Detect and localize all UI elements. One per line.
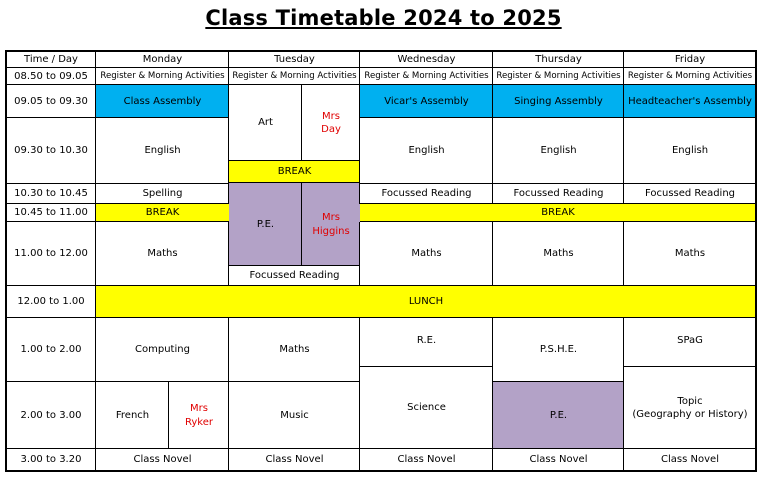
time-cell [6, 286, 96, 318]
class-assembly-label: Class Assembly [123, 95, 202, 107]
grid-line [6, 381, 360, 382]
header-wednesday [360, 51, 493, 68]
wed-fri-break-cell [360, 204, 756, 222]
wednesday-reading-cell [360, 184, 493, 204]
grid-line [6, 117, 229, 118]
wednesday-register-cell [360, 68, 493, 85]
grid-line [168, 382, 169, 449]
grid-line [5, 50, 757, 52]
thursday-assembly-cell [493, 85, 624, 118]
wed-fri-break-label: BREAK [541, 207, 575, 219]
monday-french-teacher-cell [169, 382, 229, 449]
time-cell [6, 382, 96, 449]
class-novel-label: Class Novel [265, 454, 324, 466]
maths-label: Maths [279, 344, 310, 356]
thursday-pe-cell [493, 382, 624, 449]
friday-label: Friday [674, 53, 706, 65]
grid-line [301, 85, 302, 161]
grid-line [623, 51, 624, 204]
time-label: 10.30 to 10.45 [14, 188, 88, 200]
vicars-assembly-label: Vicar's Assembly [384, 95, 469, 107]
monday-label: Monday [142, 53, 183, 65]
french-label: French [115, 409, 150, 421]
thursday-english-cell [493, 118, 624, 184]
monday-break-cell [96, 204, 229, 222]
english-label: English [408, 145, 445, 157]
grid-line [6, 285, 756, 286]
class-novel-label: Class Novel [397, 454, 456, 466]
wednesday-english-cell [360, 118, 493, 184]
topic-label: Topic (Geography or History) [632, 395, 748, 420]
french-teacher-label: Mrs Ryker [184, 403, 214, 428]
thursday-register-cell [493, 68, 624, 85]
register-label: Register & Morning Activities [496, 70, 621, 81]
time-cell [6, 449, 96, 471]
friday-assembly-cell [624, 85, 756, 118]
class-novel-label: Class Novel [133, 454, 192, 466]
grid-line [360, 183, 756, 184]
maths-label: Maths [411, 248, 442, 260]
tuesday-art-cell [229, 85, 302, 161]
time-label: 2.00 to 3.00 [20, 409, 82, 421]
class-novel-label: Class Novel [529, 454, 588, 466]
monday-computing-cell [96, 318, 229, 382]
register-label: Register & Morning Activities [232, 70, 357, 81]
focussed-reading-label: Focussed Reading [249, 270, 340, 282]
grid-line [6, 84, 756, 85]
monday-novel-cell [96, 449, 229, 471]
grid-line [623, 222, 624, 286]
class-novel-label: Class Novel [661, 454, 719, 466]
time-cell [6, 85, 96, 118]
time-cell [6, 184, 96, 204]
spag-label: SPaG [677, 335, 703, 346]
friday-reading-cell [624, 184, 756, 204]
grid-line [228, 222, 229, 286]
time-label: 12.00 to 1.00 [17, 296, 85, 308]
tuesday-break-cell [229, 161, 360, 183]
time-cell [6, 68, 96, 85]
monday-class-assembly-cell [96, 85, 229, 118]
header-thursday [493, 51, 624, 68]
english-label: English [540, 145, 577, 157]
science-label: Science [407, 402, 446, 414]
monday-maths-cell [96, 222, 229, 286]
focussed-reading-label: Focussed Reading [381, 188, 472, 200]
grid-line [229, 182, 360, 183]
thursday-label: Thursday [535, 53, 582, 65]
grid-line [624, 366, 756, 367]
maths-label: Maths [543, 248, 574, 260]
time-day-label: Time / Day [24, 53, 78, 65]
time-label: 1.00 to 2.00 [20, 344, 82, 356]
monday-spelling-cell [96, 184, 229, 204]
friday-english-cell [624, 118, 756, 184]
thursday-maths-cell [493, 222, 624, 286]
grid-line [755, 50, 757, 472]
pe-teacher-label: Mrs Higgins [312, 212, 350, 237]
friday-register-cell [624, 68, 756, 85]
register-label: Register & Morning Activities [100, 70, 225, 81]
time-label: 3.00 to 3.20 [20, 454, 82, 466]
headteachers-assembly-label: Headteacher's Assembly [628, 95, 752, 107]
wednesday-maths-cell [360, 222, 493, 286]
wednesday-science-cell [360, 367, 493, 449]
time-cell [6, 118, 96, 184]
wednesday-novel-cell [360, 449, 493, 471]
tuesday-pe-teacher-cell [302, 183, 360, 266]
grid-line [5, 470, 757, 472]
page-title: Class Timetable 2024 to 2025 [205, 6, 562, 30]
tuesday-register-cell [229, 68, 360, 85]
register-label: Register & Morning Activities [364, 70, 489, 81]
focussed-reading-label: Focussed Reading [644, 188, 736, 200]
time-label: 09.05 to 09.30 [14, 95, 88, 107]
grid-line [360, 221, 756, 222]
wednesday-label: Wednesday [397, 53, 456, 65]
singing-assembly-label: Singing Assembly [514, 95, 603, 107]
wednesday-assembly-cell [360, 85, 493, 118]
tuesday-break-label: BREAK [277, 166, 312, 178]
grid-line [492, 51, 493, 204]
computing-label: Computing [135, 344, 190, 356]
time-label: 11.00 to 12.00 [14, 248, 88, 260]
grid-line [6, 203, 229, 204]
friday-novel-cell [624, 449, 756, 471]
time-label: 10.45 to 11.00 [14, 207, 88, 219]
grid-line [229, 160, 360, 161]
art-teacher-label: Mrs Day [321, 110, 341, 135]
grid-line [493, 381, 624, 382]
grid-line [6, 183, 229, 184]
monday-break-label: BREAK [145, 207, 180, 219]
spelling-label: Spelling [142, 188, 183, 200]
time-cell [6, 318, 96, 382]
friday-topic-cell [624, 367, 756, 449]
pshe-label: P.S.H.E. [539, 344, 578, 356]
monday-register-cell [96, 68, 229, 85]
register-label: Register & Morning Activities [627, 70, 753, 81]
lunch-cell [96, 286, 756, 318]
thursday-pshe-cell [493, 318, 624, 382]
time-cell [6, 222, 96, 286]
friday-spag-cell [624, 318, 756, 367]
header-tuesday [229, 51, 360, 68]
grid-line [492, 222, 493, 286]
grid-line [6, 67, 756, 68]
time-label: 09.30 to 10.30 [14, 145, 88, 157]
tuesday-music-cell [229, 382, 360, 449]
tuesday-pe-cell [229, 183, 302, 266]
focussed-reading-label: Focussed Reading [513, 188, 604, 200]
maths-label: Maths [147, 248, 178, 260]
tuesday-label: Tuesday [274, 53, 315, 65]
grid-line [6, 448, 756, 449]
art-label: Art [258, 117, 273, 129]
header-time-day [6, 51, 96, 68]
english-label: English [144, 145, 181, 157]
monday-french-cell [96, 382, 169, 449]
grid-line [301, 183, 302, 266]
tuesday-pe-label: P.E. [256, 218, 275, 230]
header-monday [96, 51, 229, 68]
tuesday-art-teacher-cell [302, 85, 360, 161]
tuesday-maths-cell [229, 318, 360, 382]
friday-maths-cell [624, 222, 756, 286]
grid-line [5, 50, 7, 472]
english-label: English [671, 145, 709, 157]
music-label: Music [280, 409, 309, 421]
grid-line [360, 366, 493, 367]
grid-line [360, 117, 756, 118]
tuesday-novel-cell [229, 449, 360, 471]
grid-line [360, 203, 756, 204]
header-friday [624, 51, 756, 68]
lunch-label: LUNCH [408, 296, 444, 308]
thursday-pe-label: P.E. [549, 409, 568, 421]
thursday-novel-cell [493, 449, 624, 471]
grid-line [359, 222, 360, 286]
wednesday-re-cell [360, 318, 493, 367]
grid-line [95, 51, 96, 471]
maths-label: Maths [674, 248, 706, 260]
time-label: 08.50 to 09.05 [14, 70, 88, 82]
time-cell [6, 204, 96, 222]
re-label: R.E. [416, 335, 437, 346]
grid-line [6, 317, 756, 318]
monday-english-cell [96, 118, 229, 184]
grid-line [229, 265, 360, 266]
grid-line [6, 221, 229, 222]
thursday-reading-cell [493, 184, 624, 204]
tuesday-reading-cell [229, 266, 360, 286]
